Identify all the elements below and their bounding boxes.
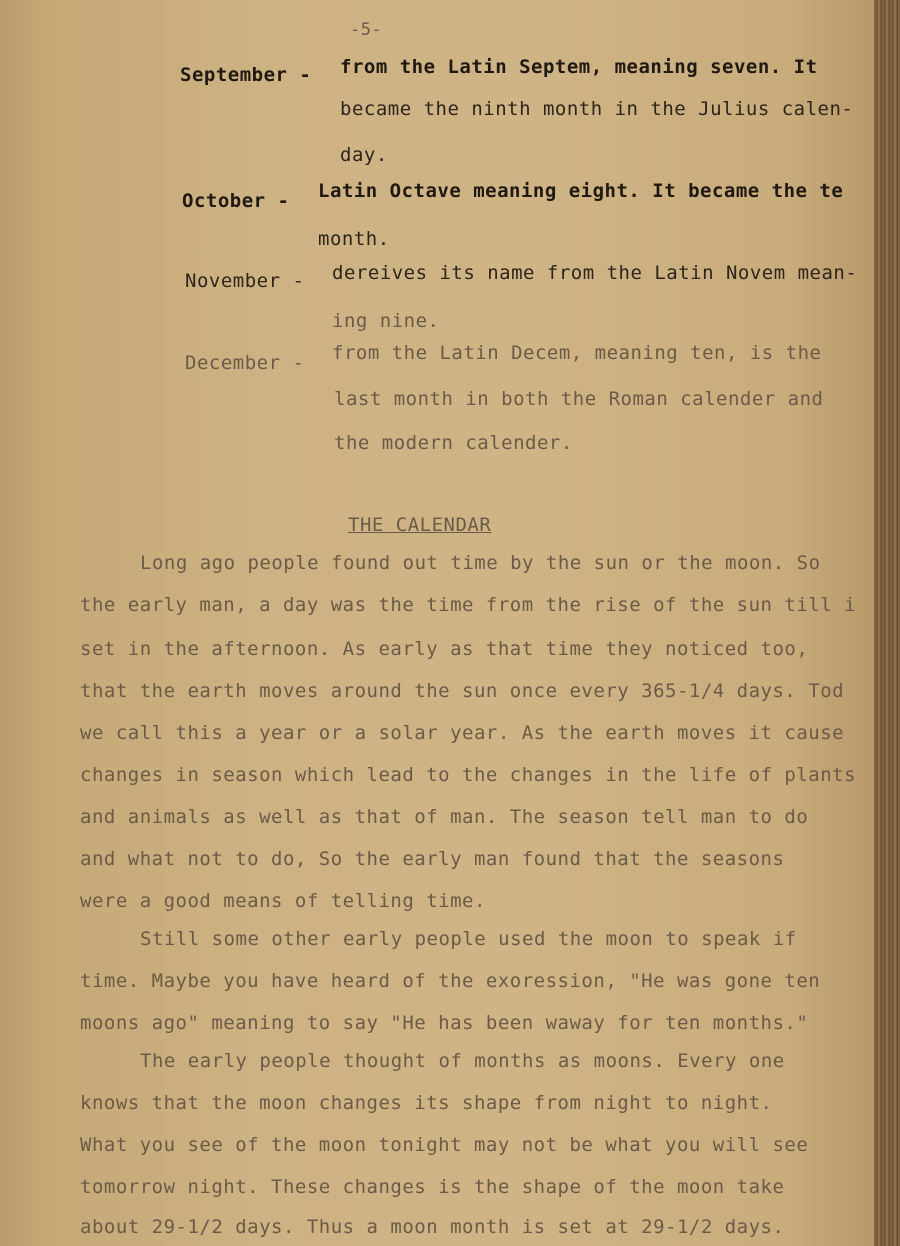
entry-text-line: from the Latin Decem, meaning ten, is the	[332, 342, 822, 364]
paragraph-line: changes in season which lead to the changes in the life of plants	[80, 764, 857, 786]
entry-text-line: Latin Octave meaning eight. It became the te	[318, 180, 844, 202]
paragraph-line: were a good means of telling time.	[80, 890, 486, 912]
section-title: THE CALENDAR	[348, 514, 492, 536]
entry-term-november: November -	[185, 270, 305, 292]
paragraph-line: that the earth moves around the sun once every 365-1/4 days. Tod	[80, 680, 845, 702]
paragraph-line: What you see of the moon tonight may not be what you will see	[80, 1134, 809, 1156]
paragraph-line: Still some other early people used the moon to speak if	[140, 928, 797, 950]
entry-text-line: last month in both the Roman calender and	[334, 388, 824, 410]
entry-text-line: became the ninth month in the Julius calen-	[340, 98, 854, 120]
entry-text-line: month.	[318, 228, 390, 250]
paragraph-line: The early people thought of months as moons. Every one	[140, 1050, 785, 1072]
paragraph-line: tomorrow night. These changes is the shape of the moon take	[80, 1176, 785, 1198]
paragraph-line: knows that the moon changes its shape from night to night.	[80, 1092, 773, 1114]
paragraph-line: about 29-1/2 days. Thus a moon month is set at 29-1/2 days.	[80, 1216, 785, 1238]
entry-text-line: from the Latin Septem, meaning seven. It	[340, 56, 818, 78]
entry-text-line: ing nine.	[332, 310, 440, 332]
paragraph-line: and animals as well as that of man. The season tell man to do	[80, 806, 809, 828]
page-edge-binding	[874, 0, 900, 1246]
paragraph-line: we call this a year or a solar year. As the earth moves it cause	[80, 722, 845, 744]
paragraph-line: the early man, a day was the time from the rise of the sun till i	[80, 594, 857, 616]
paragraph-line: moons ago" meaning to say "He has been waway for ten months."	[80, 1012, 809, 1034]
paragraph-line: and what not to do, So the early man found that the seasons	[80, 848, 785, 870]
entry-text-line: dereives its name from the Latin Novem mean-	[332, 262, 858, 284]
entry-text-line: the modern calender.	[334, 432, 573, 454]
paragraph-line: set in the afternoon. As early as that time they noticed too,	[80, 638, 809, 660]
entry-term-october: October -	[182, 190, 290, 212]
entry-term-september: September -	[180, 64, 312, 86]
entry-text-line: day.	[340, 144, 388, 166]
entry-term-december: December -	[185, 352, 305, 374]
page-number: -5-	[350, 20, 383, 40]
paragraph-line: Long ago people found out time by the sun or the moon. So	[140, 552, 821, 574]
paragraph-line: time. Maybe you have heard of the exoression, "He was gone ten	[80, 970, 821, 992]
